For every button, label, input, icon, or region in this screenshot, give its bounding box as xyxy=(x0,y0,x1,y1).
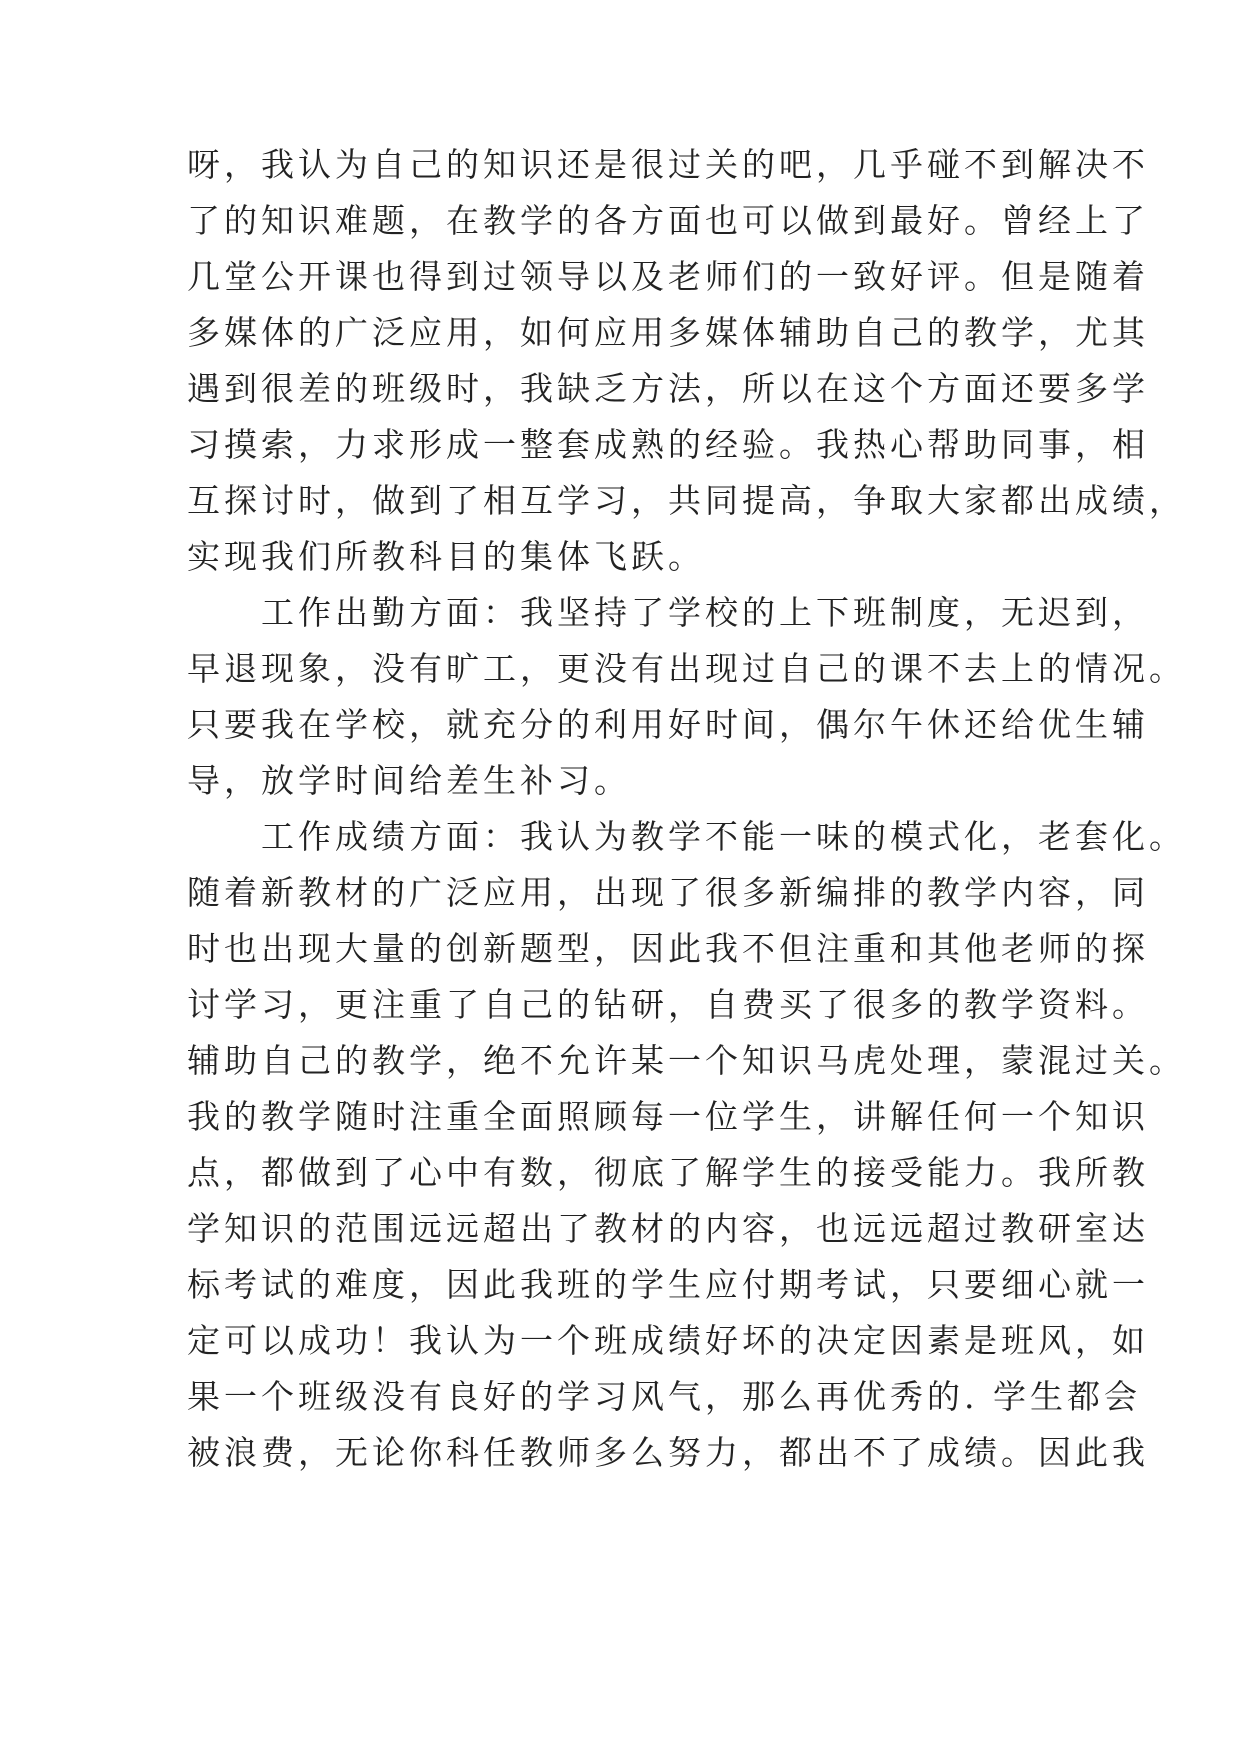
text-line: 了的知识难题，在教学的各方面也可以做到最好。曾经上了 xyxy=(187,201,1149,240)
text-line: 我的教学随时注重全面照顾每一位学生，讲解任何一个知识 xyxy=(187,1097,1149,1136)
text-line: 时也出现大量的创新题型，因此我不但注重和其他老师的探 xyxy=(187,929,1149,968)
text-line: 遇到很差的班级时，我缺乏方法，所以在这个方面还要多学 xyxy=(187,369,1149,408)
text-line: 被浪费，无论你科任教师多么努力，都出不了成绩。因此我 xyxy=(187,1433,1149,1472)
text-line: 早退现象，没有旷工，更没有出现过自己的课不去上的情况。 xyxy=(187,649,1186,688)
text-line: 辅助自己的教学，绝不允许某一个知识马虎处理，蒙混过关。 xyxy=(187,1041,1186,1080)
text-line: 几堂公开课也得到过领导以及老师们的一致好评。但是随着 xyxy=(187,257,1149,296)
text-line: 标考试的难度，因此我班的学生应付期考试，只要细心就一 xyxy=(187,1265,1149,1304)
text-line: 讨学习，更注重了自己的钻研，自费买了很多的教学资料。 xyxy=(187,985,1149,1024)
text-line: 导，放学时间给差生补习。 xyxy=(187,761,631,800)
text-line: 互探讨时，做到了相互学习，共同提高，争取大家都出成绩， xyxy=(187,481,1186,520)
text-line: 工作出勤方面：我坚持了学校的上下班制度，无迟到， xyxy=(187,593,1149,632)
text-line: 只要我在学校，就充分的利用好时间，偶尔午休还给优生辅 xyxy=(187,705,1149,744)
text-line: 实现我们所教科目的集体飞跃。 xyxy=(187,537,705,576)
text-line: 定可以成功！我认为一个班成绩好坏的决定因素是班风，如 xyxy=(187,1321,1149,1360)
text-line: 果一个班级没有良好的学习风气，那么再优秀的. 学生都会 xyxy=(187,1377,1141,1416)
text-line: 呀，我认为自己的知识还是很过关的吧，几乎碰不到解决不 xyxy=(187,145,1149,184)
text-line: 习摸索，力求形成一整套成熟的经验。我热心帮助同事，相 xyxy=(187,425,1149,464)
text-line: 点，都做到了心中有数，彻底了解学生的接受能力。我所教 xyxy=(187,1153,1149,1192)
text-line: 工作成绩方面：我认为教学不能一味的模式化，老套化。 xyxy=(187,817,1186,856)
text-line: 多媒体的广泛应用，如何应用多媒体辅助自己的教学，尤其 xyxy=(187,313,1149,352)
text-line: 学知识的范围远远超出了教材的内容，也远远超过教研室达 xyxy=(187,1209,1149,1248)
text-line: 随着新教材的广泛应用，出现了很多新编排的教学内容，同 xyxy=(187,873,1149,912)
